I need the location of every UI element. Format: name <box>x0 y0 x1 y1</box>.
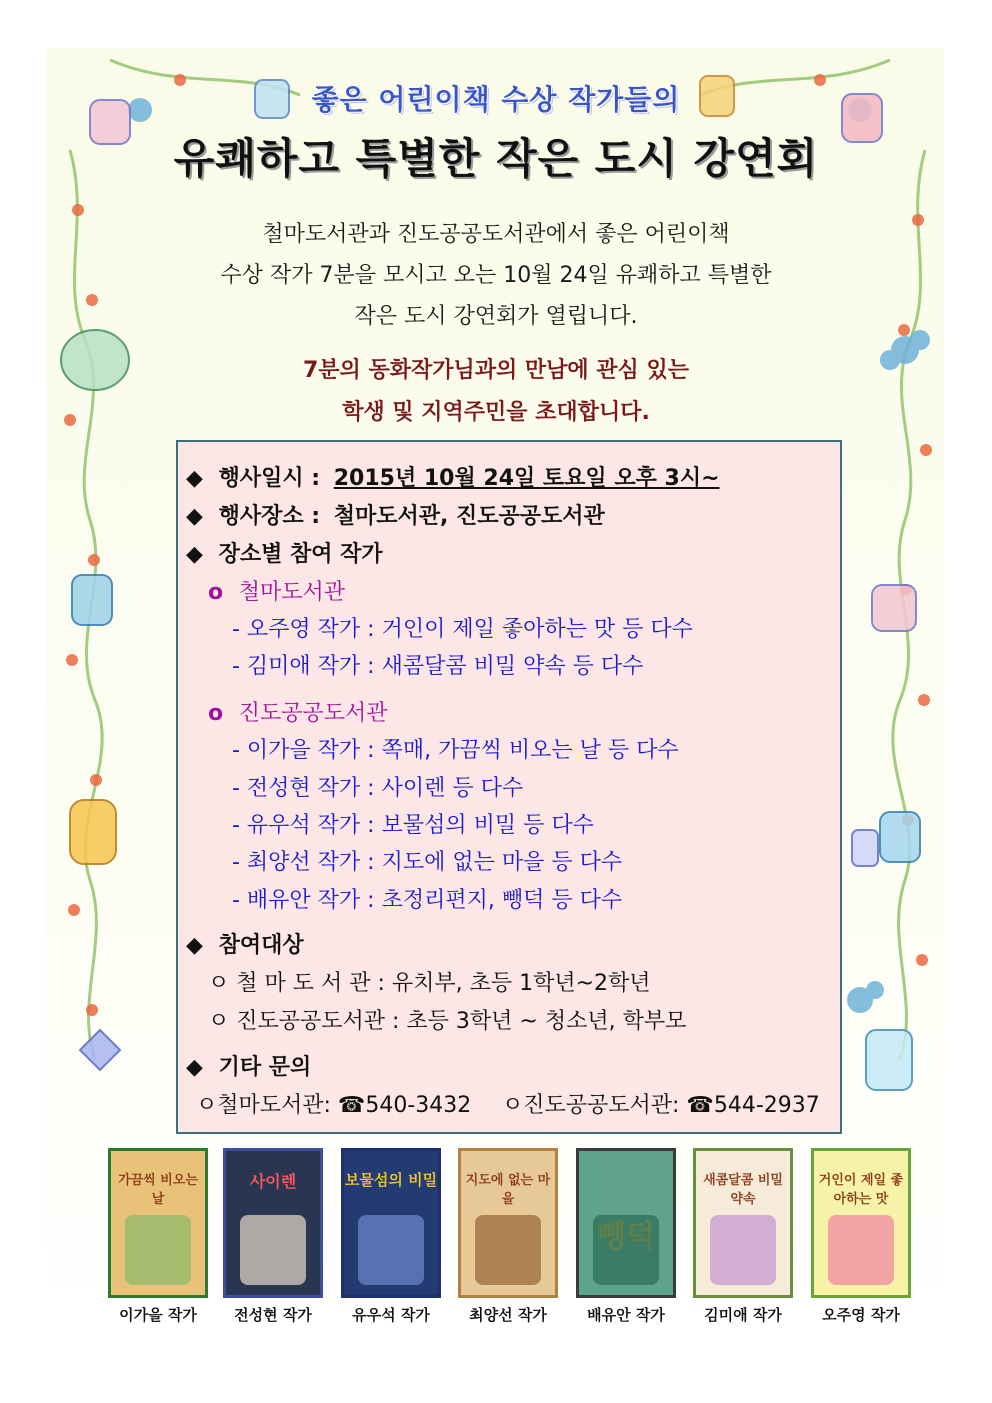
book-cover-illustration <box>593 1215 659 1285</box>
date-label: 행사일시 : <box>218 466 321 491</box>
bullet-diamond: ◆ <box>186 466 203 491</box>
contact-heading-row <box>186 1050 311 1081</box>
target-heading-row <box>186 928 304 959</box>
bullet-diamond: ◆ <box>186 504 203 529</box>
book-cover-illustration <box>358 1215 424 1285</box>
date-row <box>186 461 720 492</box>
book-cover <box>223 1148 323 1298</box>
intro-line: 작은 도시 강연회가 열립니다. <box>354 304 638 329</box>
contact-phone-2: ㅇ진도공공도서관: ☎544-2937 <box>502 1093 820 1118</box>
book-author-caption: 배유안 작가 <box>587 1306 665 1324</box>
author-line: - 오주영 작가 : 거인이 제일 좋아하는 맛 등 다수 <box>232 617 693 642</box>
book-cover-illustration <box>828 1215 894 1285</box>
library2-row <box>208 696 388 727</box>
book-cover-title: 거인이 제일 좋아하는 맛 <box>818 1173 904 1207</box>
author-line: - 김미애 작가 : 새콤달콤 비밀 약속 등 다수 <box>232 654 644 679</box>
authors-heading: 장소별 참여 작가 <box>218 542 383 567</box>
book-author-caption: 오주영 작가 <box>822 1306 900 1324</box>
book-cover-illustration <box>125 1215 191 1285</box>
target-line: ㅇ 진도공공도서관 : 초등 3학년 ~ 청소년, 학부모 <box>208 1009 687 1034</box>
circle-bullet: o <box>208 701 224 726</box>
target-line: ㅇ 철 마 도 서 관 : 유치부, 초등 1학년~2학년 <box>208 971 651 996</box>
invite-line: 학생 및 지역주민을 초대합니다. <box>342 400 650 425</box>
place-row <box>186 499 605 530</box>
book-cover-title: 사이렌 <box>249 1172 297 1191</box>
authors-heading-row <box>186 537 383 568</box>
author-line: - 전성현 작가 : 사이렌 등 다수 <box>232 776 524 801</box>
intro-line: 철마도서관과 진도공공도서관에서 좋은 어린이책 <box>262 222 730 247</box>
bullet-diamond: ◆ <box>186 933 203 958</box>
contact-heading: 기타 문의 <box>218 1055 312 1080</box>
book-cover <box>693 1148 793 1298</box>
book-cover <box>458 1148 558 1298</box>
author-line: - 최양선 작가 : 지도에 없는 마을 등 다수 <box>232 850 623 875</box>
invite-line: 7분의 동화작가님과의 만남에 관심 있는 <box>303 358 689 383</box>
book-cover-illustration <box>710 1215 776 1285</box>
place-label: 행사장소 : <box>218 504 321 529</box>
invitation-text <box>0 350 992 434</box>
bullet-diamond: ◆ <box>186 542 203 567</box>
intro-text <box>0 214 992 337</box>
bullet-diamond: ◆ <box>186 1055 203 1080</box>
place-value: 철마도서관, 진도공공도서관 <box>333 504 605 529</box>
author-line: - 이가을 작가 : 쪽매, 가끔씩 비오는 날 등 다수 <box>232 738 679 763</box>
book-author-caption: 유우석 작가 <box>352 1306 430 1324</box>
book-cover <box>341 1148 441 1298</box>
book-cover-title: 새콤달콤 비밀 약속 <box>703 1173 783 1207</box>
library2-name: 진도공공도서관 <box>238 701 388 726</box>
book-author-caption: 김미애 작가 <box>704 1306 782 1324</box>
circle-bullet: o <box>208 580 224 605</box>
book-cover-illustration <box>240 1215 306 1285</box>
title-subtitle: 좋은 어린이책 수상 작가들의 <box>311 83 681 116</box>
author-line: - 배유안 작가 : 초정리편지, 뺑덕 등 다수 <box>232 888 623 913</box>
book-cover-title: 보물섬의 비밀 <box>344 1171 438 1189</box>
date-value: 2015년 10월 24일 토요일 오후 3시~ <box>333 466 720 491</box>
book-cover <box>811 1148 911 1298</box>
book-cover-title: 가끔씩 비오는 날 <box>118 1173 198 1207</box>
book-cover-title: 지도에 없는 마을 <box>465 1173 551 1207</box>
intro-line: 수상 작가 7분을 모시고 오는 10월 24일 유쾌하고 특별한 <box>220 263 772 288</box>
page-title: 유쾌하고 특별한 작은 도시 강연회 <box>173 134 819 183</box>
book-author-caption: 이가을 작가 <box>119 1306 197 1324</box>
book-cover-row <box>0 1148 992 1348</box>
target-heading: 참여대상 <box>218 933 304 958</box>
library1-row <box>208 575 345 606</box>
book-cover-illustration <box>475 1215 541 1285</box>
library1-name: 철마도서관 <box>238 580 346 605</box>
contact-phone-1: ㅇ철마도서관: ☎540-3432 <box>196 1093 472 1118</box>
author-line: - 유우석 작가 : 보물섬의 비밀 등 다수 <box>232 813 594 838</box>
book-cover <box>576 1148 676 1298</box>
book-cover <box>108 1148 208 1298</box>
book-author-caption: 전성현 작가 <box>234 1306 312 1324</box>
book-author-caption: 최양선 작가 <box>469 1306 547 1324</box>
